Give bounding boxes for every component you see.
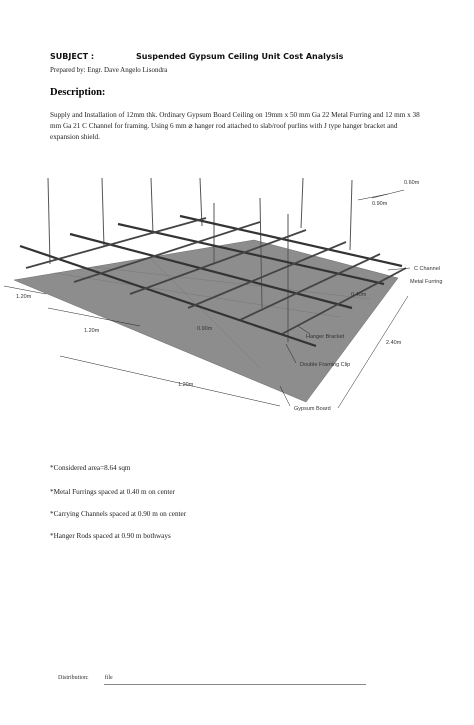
label-dim-front: 1.20m bbox=[84, 328, 100, 334]
distribution-label: Distribution: bbox=[58, 675, 89, 681]
note-area: *Considered area=8.64 sqm bbox=[50, 464, 131, 472]
ceiling-framing-figure bbox=[0, 168, 474, 458]
label-hanger-bracket: Hanger Bracket bbox=[306, 334, 345, 340]
footer-rule bbox=[104, 684, 366, 685]
label-metal-furring: Metal Furring bbox=[410, 279, 443, 285]
prepared-by: Prepared by: Engr. Dave Angelo Lisondra bbox=[50, 66, 168, 74]
label-framing-clip: Double Framing Clip bbox=[300, 362, 351, 368]
note-hanger-spacing: *Hanger Rods spaced at 0.90 m bothways bbox=[50, 532, 171, 540]
subject-label: SUBJECT : bbox=[50, 52, 95, 61]
description-text: Supply and Installation of 12mm thk. Ordinary Gypsum Board Ceiling on 19mm x 50 mm Ga 22 Metal Furring and 12 mm x 38 mm Ga 21 C Channel for framing. Using 6 mm ⌀ hanger rod attached to slab/roof purlins with J type hanger bracket and expansion shield. bbox=[50, 111, 420, 141]
subject-line bbox=[50, 52, 343, 61]
note-channel-spacing: *Carrying Channels spaced at 0.90 m on center bbox=[50, 510, 187, 518]
distribution-footer bbox=[58, 675, 113, 681]
label-hanger-spacing: 0.90m bbox=[372, 201, 388, 207]
label-dim-center: 0.90m bbox=[197, 326, 213, 332]
label-dim-left: 1.20m bbox=[16, 294, 32, 300]
label-dim-right: 2.40m bbox=[386, 340, 402, 346]
label-dim-bottom: 1.20m bbox=[178, 382, 194, 388]
note-furring-spacing: *Metal Furrings spaced at 0.40 m on center bbox=[50, 488, 175, 496]
label-dim-top-right: 0.60m bbox=[404, 180, 420, 186]
subject-title: Suspended Gypsum Ceiling Unit Cost Analysis bbox=[136, 52, 344, 61]
label-gypsum-board: Gypsum Board bbox=[294, 406, 331, 412]
label-dim-furring: 0.40m bbox=[351, 292, 367, 298]
distribution-value: file bbox=[104, 675, 113, 681]
label-c-channel: C Channel bbox=[414, 266, 440, 272]
description-heading: Description: bbox=[50, 87, 106, 98]
